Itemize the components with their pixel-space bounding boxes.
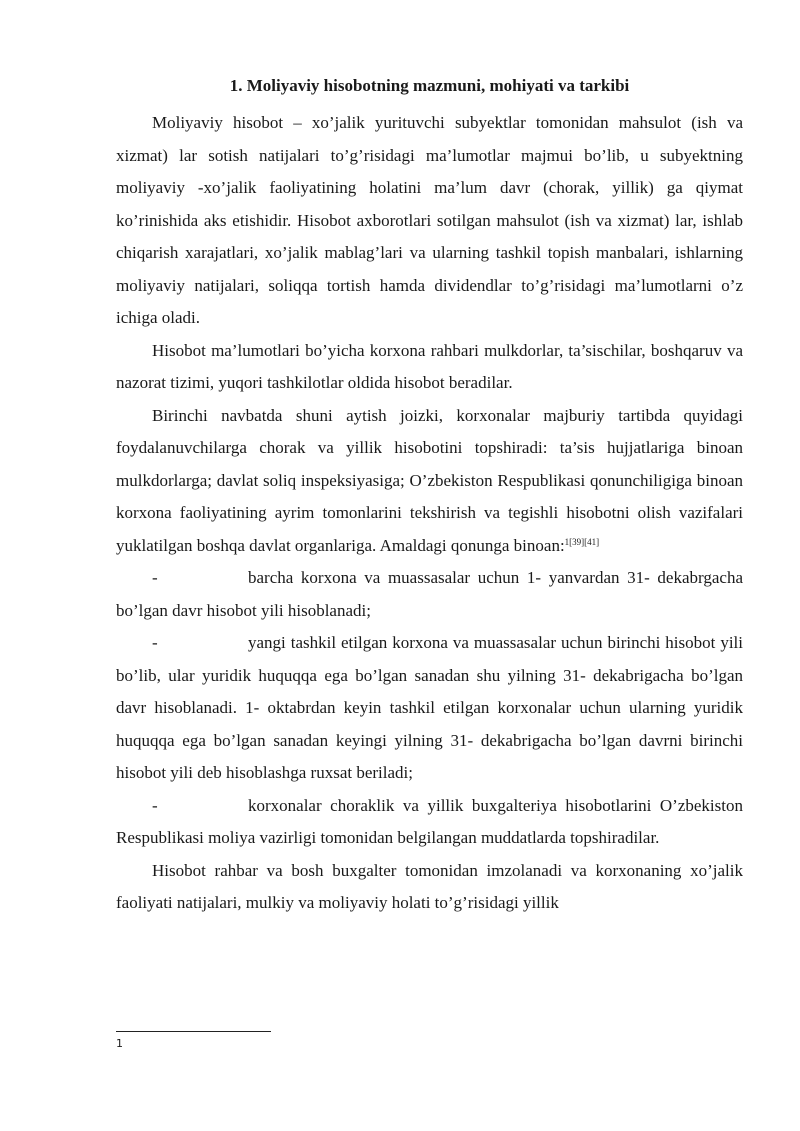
paragraph-users-text: Birinchi navbatda shuni aytish joizki, korxonalar majburiy tartibda quyidagi foydalanuvchilarga chorak va yillik hisobotini topshiradi: ta’sis hujjatlariga binoan mulkdorlarga; davlat soliq inspeksiyasiga; O’zbekiston Respublikasi qonunchiligiga binoan korxona faoliyatining ayrim tomonlarini tekshirish va tegishli hisobotni olish vazifalari yuklatilgan boshqa davlat organlariga. Amaldagi qonunga binoan:	[116, 405, 743, 555]
body-text	[116, 107, 743, 920]
paragraph-users	[116, 400, 743, 563]
section-title: 1. Moliyaviy hisobotning mazmuni, mohiyati va tarkibi	[229, 76, 630, 95]
footnote-number: 1	[116, 1037, 123, 1050]
list-item-text: barcha korxona va muassasalar uchun 1- yanvardan 31- dekabrgacha bo’lgan davr hisobot yili hisoblanadi;	[116, 568, 743, 620]
paragraph-reporting: Hisobot ma’lumotlari bo’yicha korxona rahbari mulkdorlar, ta’sischilar, boshqaruv va nazorat tizimi, yuqori tashkilotlar oldida hisobot beradilar.	[116, 340, 743, 392]
list-item	[116, 562, 743, 627]
list-item	[116, 627, 743, 790]
list-item	[116, 790, 743, 855]
list-bullet-dash: -	[152, 633, 158, 652]
list-bullet-dash: -	[152, 568, 158, 587]
list-bullet-dash: -	[152, 795, 158, 815]
footnote-divider	[116, 1031, 271, 1032]
list-item-text: korxonalar choraklik va yillik buxgalteriya hisobotlarini O’zbekiston Respublikasi moliya vazirligi tomonidan belgilangan muddatlarda topshiradilar.	[116, 795, 743, 847]
list-item-text: yangi tashkil etilgan korxona va muassasalar uchun birinchi hisobot yili bo’lib, ular yuridik huquqqa ega bo’lgan sanadan shu yilning 31- dekabrigacha bo’lgan davr hisoblanadi. 1- oktabrdan keyin tashkil etilgan korxonalar uchun ularning yuridik huquqqa ega bo’lgan sanadan keyingi yilning 31- dekabrigacha bo’lgan davrni birinchi hisobot yili deb hisoblashga ruxsat beriladi;	[116, 633, 743, 782]
paragraph-definition: Moliyaviy hisobot – xo’jalik yurituvchi subyektlar tomonidan mahsulot (ish va xizmat) lar sotish natijalari to’g’risidagi ma’lumotlar majmui bo’lib, u subyektning moliyaviy -xo’jalik faoliyatining holatini ma’lum davr (chorak, yillik) ga qiymat ko’rinishida aks etishidir. Hisobot axborotlari sotilgan mahsulot (ish va xizmat) lar, ishlab chiqarish xarajatlari, xo’jalik mablag’lari va ularning tashkil topish manbalari, ishlarning moliyaviy natijalari, soliqqa tortish hamda dividendlar to’g’risidagi ma’lumotlarni o’z ichiga oladi.	[116, 113, 743, 327]
footnote-reference: 1[39][41]	[564, 536, 600, 547]
paragraph-signature: Hisobot rahbar va bosh buxgalter tomonidan imzolanadi va korxonaning xo’jalik faoliyati natijalari, mulkiy va moliyaviy holati to’g’risidagi yillik	[116, 860, 743, 912]
